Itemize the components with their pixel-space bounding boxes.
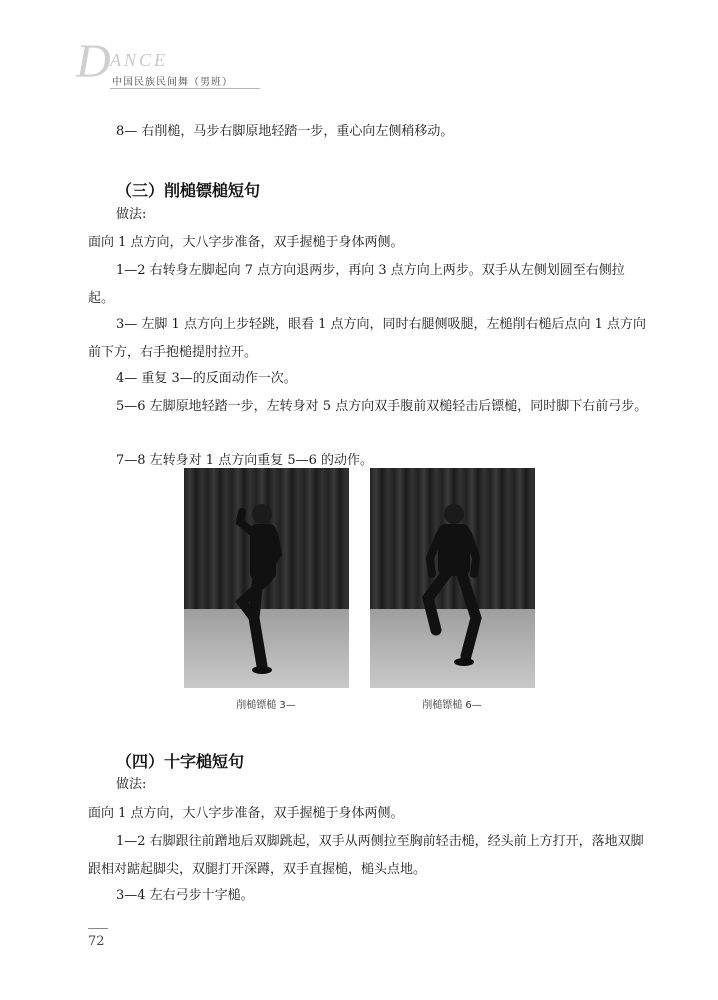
paragraph-step-8: 8— 右削槌，马步右脚原地轻踏一步，重心向左侧稍移动。 xyxy=(116,124,454,139)
dance-photo-1 xyxy=(184,468,349,688)
header-rule xyxy=(110,88,260,89)
book-subtitle: 中国民族民间舞（男班） xyxy=(112,77,233,88)
dance-logo-text: ANCE xyxy=(110,50,169,70)
running-header xyxy=(70,35,270,92)
paragraph-step-3: 3— 左脚 1 点方向上步轻跳，眼看 1 点方向，同时右腿侧吸腿，左槌削右槌后点向 1 点方向前下方，右手抱槌提肘拉开。 xyxy=(88,317,647,360)
section-title-4: （四）十字槌短句 xyxy=(116,752,245,771)
page-number: 72 xyxy=(88,934,105,949)
method-label-4: 做法: xyxy=(116,777,147,792)
section-title-3: （三）削槌镖槌短句 xyxy=(116,181,261,200)
prep-paragraph-3: 面向 1 点方向，大八字步准备，双手握槌于身体两侧。 xyxy=(88,235,404,250)
footer-rule xyxy=(88,928,108,929)
dancer-figure-1 xyxy=(184,468,349,688)
dancer-figure-2 xyxy=(370,468,535,688)
paragraph-step-5-6: 5—6 左脚原地轻踏一步，左转身对 5 点方向双手腹前双槌轻击后镖槌，同时脚下右前弓步。 xyxy=(116,399,648,414)
paragraph-step-3-4: 3—4 左右弓步十字槌。 xyxy=(116,888,254,903)
dance-photo-2 xyxy=(370,468,535,688)
dance-logo-letter: D xyxy=(76,35,111,88)
prep-paragraph-4: 面向 1 点方向，大八字步准备，双手握槌于身体两侧。 xyxy=(88,806,404,821)
method-label-3: 做法: xyxy=(116,207,147,222)
paragraph-step-4: 4— 重复 3—的反面动作一次。 xyxy=(116,371,297,386)
paragraph-step-1-2-b: 1—2 右脚跟往前蹭地后双脚跳起，双手从两侧拉至胸前轻击槌，经头前上方打开，落地双脚跟相对踮起脚尖，双腿打开深蹲，双手直握槌，槌头点地。 xyxy=(88,834,644,877)
photo-caption-2: 削槌镖槌 6— xyxy=(422,700,482,711)
paragraph-step-7-8: 7—8 左转身对 1 点方向重复 5—6 的动作。 xyxy=(116,453,374,468)
paragraph-step-1-2: 1—2 右转身左脚起向 7 点方向退两步，再向 3 点方向上两步。双手从左侧划圆至右侧拉起。 xyxy=(88,263,625,306)
photo-caption-1: 削槌镖槌 3— xyxy=(236,700,296,711)
